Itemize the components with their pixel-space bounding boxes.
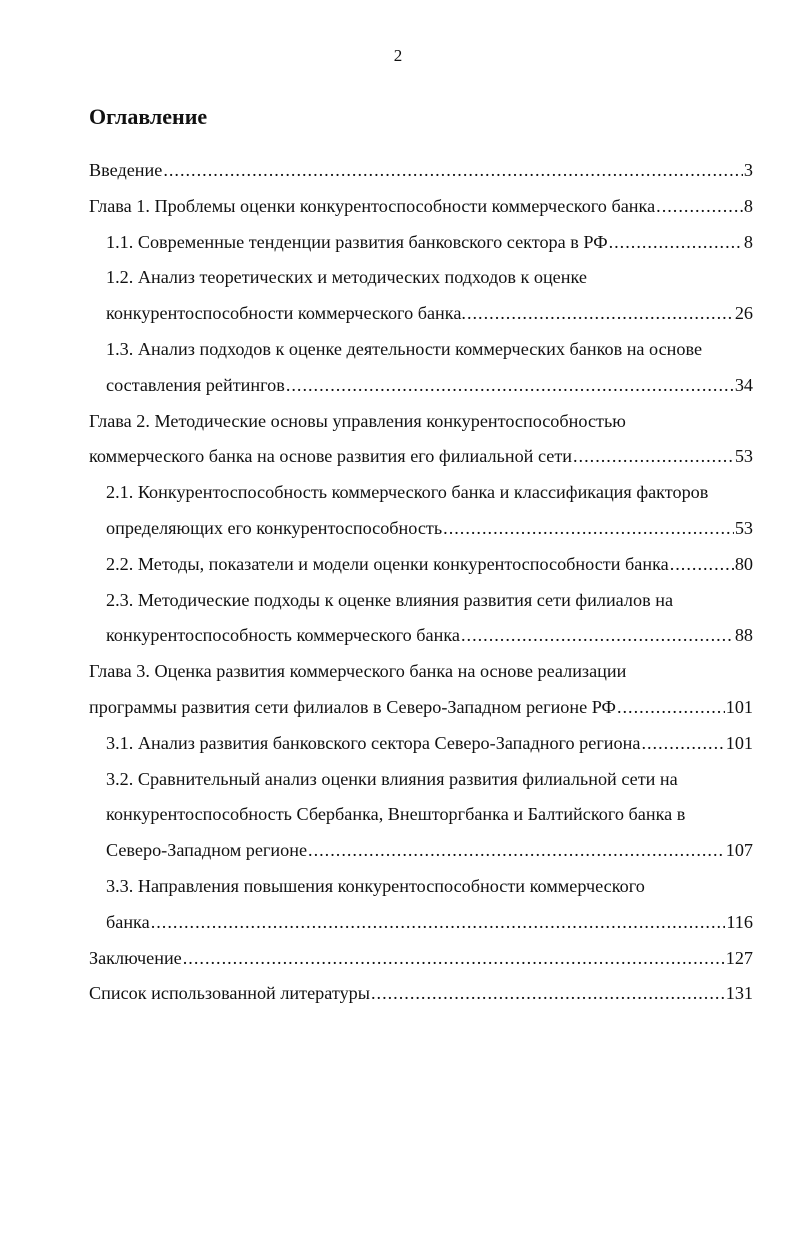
dot-leader bbox=[656, 189, 743, 225]
toc-entry bbox=[0, 332, 796, 404]
dot-leader bbox=[467, 296, 734, 332]
toc-entry-title: банка bbox=[106, 911, 150, 932]
toc-page-number: 107 bbox=[725, 840, 753, 861]
toc-entry-title: 2.2. Методы, показатели и модели оценки конкурентоспособности банка bbox=[106, 553, 669, 574]
toc-entry-line bbox=[106, 547, 753, 583]
toc-entry bbox=[0, 583, 796, 655]
toc-chapter[interactable] bbox=[89, 941, 753, 977]
toc-entry-title: 1.1. Современные тенденции развития банковского сектора в РФ bbox=[106, 231, 608, 252]
toc-entry bbox=[0, 547, 796, 583]
toc-entry-line bbox=[106, 905, 753, 941]
toc-entry-line bbox=[89, 941, 753, 977]
toc-entry-line bbox=[89, 976, 753, 1012]
dot-leader bbox=[461, 618, 734, 654]
toc-entry-line bbox=[89, 189, 753, 225]
toc-page-number: 8 bbox=[743, 231, 753, 252]
toc-entry-lead: 1.3. Анализ подходов к оценке деятельности коммерческих банков на основе bbox=[106, 338, 703, 359]
toc-entry-title: Северо-Западном регионе bbox=[106, 840, 308, 861]
toc-entry-title: Введение bbox=[89, 160, 163, 180]
toc-entry bbox=[0, 869, 796, 941]
toc-subsection[interactable] bbox=[106, 225, 753, 261]
toc-entry-title: Заключение bbox=[89, 947, 182, 968]
toc-entry-line bbox=[106, 296, 753, 332]
toc-subsection[interactable] bbox=[106, 332, 753, 404]
toc-entry-lead: 3.3. Направления повышения конкурентоспособности коммерческого bbox=[106, 875, 645, 896]
toc-heading: Оглавление bbox=[89, 104, 208, 129]
toc-entry-title: конкурентоспособности коммерческого банка. bbox=[106, 303, 466, 324]
toc-page-number: 131 bbox=[725, 983, 753, 1004]
toc-subsection[interactable] bbox=[106, 475, 753, 547]
toc-page-number: 80 bbox=[734, 553, 753, 574]
toc-chapter[interactable] bbox=[89, 976, 753, 1012]
toc-subsection[interactable] bbox=[106, 726, 753, 762]
toc-entry-line bbox=[89, 690, 753, 726]
toc-entry bbox=[0, 260, 796, 332]
toc-chapter[interactable] bbox=[89, 404, 753, 476]
toc-page-number: 116 bbox=[726, 911, 753, 932]
toc-entry-line bbox=[89, 153, 753, 189]
toc-chapter[interactable] bbox=[89, 189, 753, 225]
toc-entry-title: определяющих его конкурентоспособность bbox=[106, 517, 443, 538]
toc-page-number: 127 bbox=[725, 947, 753, 968]
toc-page-number: 53 bbox=[734, 517, 753, 538]
toc-chapter[interactable] bbox=[89, 654, 753, 726]
toc-entry-title: Глава 1. Проблемы оценки конкурентоспособности коммерческого банка bbox=[89, 195, 656, 216]
dot-leader bbox=[286, 368, 734, 404]
dot-leader bbox=[443, 511, 734, 547]
page-number: 2 bbox=[393, 46, 403, 65]
dot-leader bbox=[670, 547, 734, 583]
toc-entry-title: конкурентоспособность коммерческого банка bbox=[106, 625, 460, 646]
toc-entry-lead: 1.2. Анализ теоретических и методических подходов к оценке bbox=[106, 267, 587, 288]
toc-subsection[interactable] bbox=[106, 869, 753, 941]
toc-entry-lead: 2.1. Конкурентоспособность коммерческого банка и классификация факторов bbox=[106, 482, 709, 503]
toc-entry bbox=[0, 941, 796, 977]
toc-entry-lead: 2.3. Методические подходы к оценке влияния развития сети филиалов на bbox=[106, 589, 674, 610]
toc-entry-title: коммерческого банка на основе развития его филиальной сети bbox=[89, 446, 572, 467]
toc-entry bbox=[0, 475, 796, 547]
toc-entry-line bbox=[106, 833, 753, 869]
toc-entry-title: 3.1. Анализ развития банковского сектора Северо-Западного региона bbox=[106, 732, 641, 753]
toc-page-number: 53 bbox=[734, 446, 753, 467]
toc-entry-lead: 3.2. Сравнительный анализ оценки влияния развития филиальной сети на bbox=[106, 768, 678, 789]
toc-page-number: 101 bbox=[725, 732, 753, 753]
dot-leader bbox=[573, 439, 734, 475]
toc-entry-line bbox=[106, 618, 753, 654]
toc-entry bbox=[0, 976, 796, 1012]
toc-entry-lead: Глава 2. Методические основы управления конкурентоспособностью bbox=[89, 410, 626, 431]
toc-entry-title: программы развития сети филиалов в Северо-Западном регионе РФ bbox=[89, 696, 616, 717]
toc-chapter[interactable] bbox=[89, 153, 753, 189]
dot-leader bbox=[371, 976, 725, 1012]
toc-entry-line bbox=[106, 726, 753, 762]
dot-leader bbox=[183, 941, 725, 977]
toc-entry-lead: Глава 3. Оценка развития коммерческого банка на основе реализации bbox=[89, 661, 627, 682]
toc-entry bbox=[0, 762, 796, 869]
toc-entry bbox=[0, 654, 796, 726]
dot-leader bbox=[609, 225, 743, 261]
toc-entry-title: Список использованной литературы bbox=[89, 983, 370, 1004]
dot-leader bbox=[308, 833, 725, 869]
dot-leader bbox=[163, 153, 743, 189]
toc-entry-line bbox=[106, 225, 753, 261]
toc-entry-line bbox=[89, 439, 753, 475]
toc-entry-lead: конкурентоспособность Сбербанка, Внешторгбанка и Балтийского банка в bbox=[106, 804, 686, 825]
toc-entry bbox=[0, 726, 796, 762]
toc-entry-line bbox=[106, 511, 753, 547]
toc-subsection[interactable] bbox=[106, 583, 753, 655]
toc-page-number: 88 bbox=[734, 625, 753, 646]
toc-page-number: 34 bbox=[734, 374, 753, 395]
toc-entry bbox=[0, 189, 796, 225]
toc-entry bbox=[0, 153, 796, 189]
toc-subsection[interactable] bbox=[106, 547, 753, 583]
toc-entry bbox=[0, 225, 796, 261]
toc-page-number: 8 bbox=[743, 195, 753, 216]
toc-subsection[interactable] bbox=[106, 762, 753, 869]
table-of-contents bbox=[0, 153, 796, 1012]
toc-entry bbox=[0, 404, 796, 476]
toc-entry-title: составления рейтингов bbox=[106, 374, 285, 395]
toc-page-number: 26 bbox=[734, 303, 753, 324]
dot-leader bbox=[641, 726, 724, 762]
dot-leader bbox=[617, 690, 725, 726]
toc-page-number: 101 bbox=[725, 696, 753, 717]
toc-subsection[interactable] bbox=[106, 260, 753, 332]
dot-leader bbox=[151, 905, 726, 941]
toc-page-number: 3 bbox=[743, 160, 753, 180]
toc-entry-line bbox=[106, 368, 753, 404]
